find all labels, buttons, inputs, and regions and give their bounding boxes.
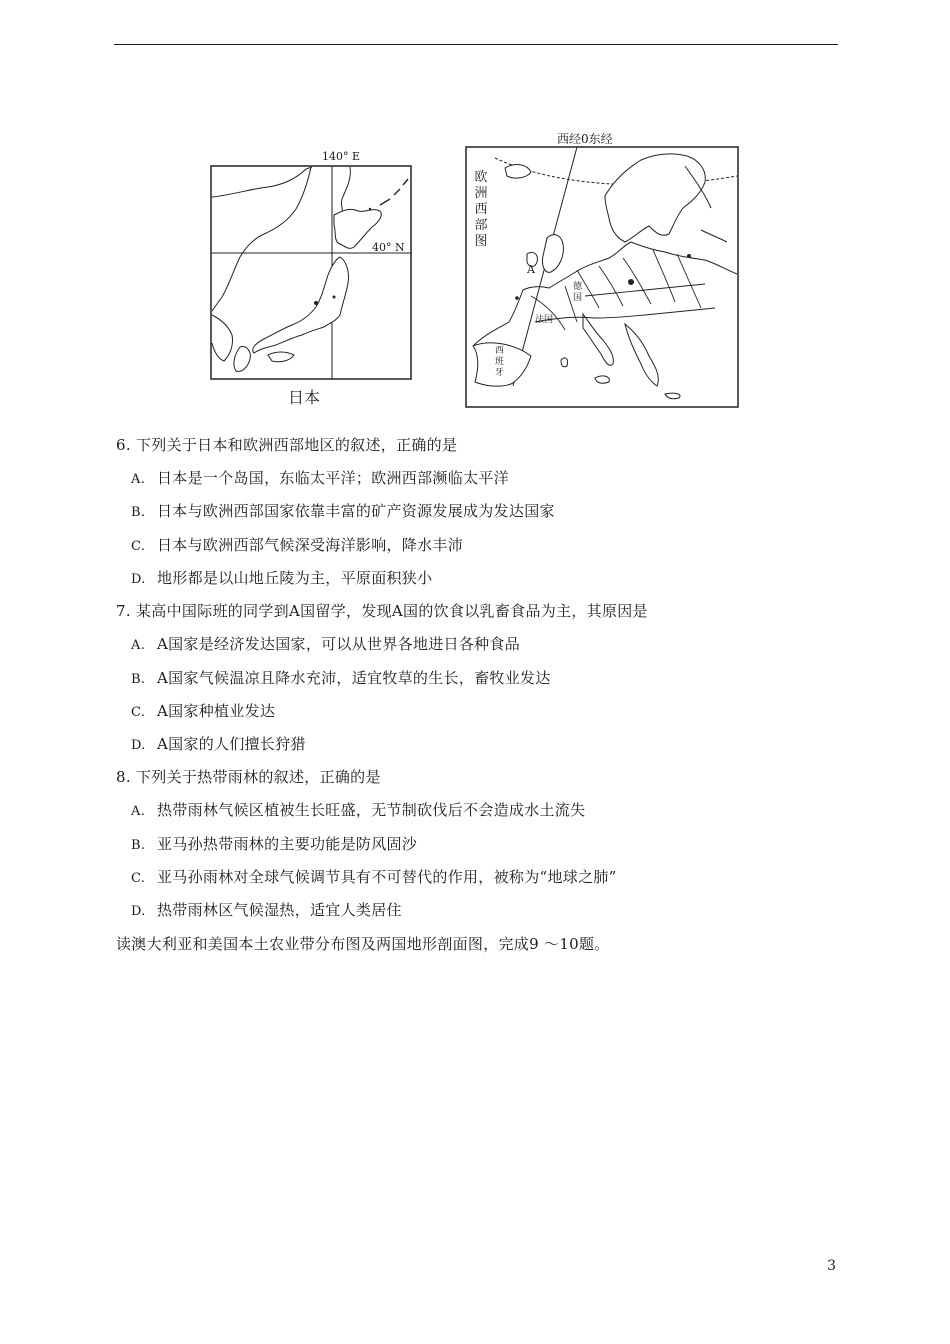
- option-key: A.: [131, 638, 146, 653]
- option-text: 热带雨林区气候湿热，适宜人类居住: [157, 901, 402, 919]
- option-key: D.: [131, 572, 146, 587]
- question-7-option-c: [131, 700, 275, 721]
- japan-map: [210, 150, 412, 407]
- header-rule: [114, 44, 838, 45]
- question-8-option-a: [131, 799, 585, 820]
- option-text: 日本是一个岛国，东临太平洋；欧洲西部濒临太平洋: [157, 469, 509, 487]
- side-title-char: 洲: [474, 186, 488, 201]
- question-7-option-a: [131, 633, 520, 654]
- question-6-option-b: [131, 500, 555, 521]
- question-8-option-b: [131, 833, 417, 854]
- option-text: 日本与欧洲西部国家依靠丰富的矿产资源发展成为发达国家: [157, 502, 555, 520]
- option-key: C.: [131, 539, 146, 554]
- germany-char: 国: [573, 293, 583, 303]
- question-8-option-d: [131, 899, 402, 920]
- option-key: D.: [131, 904, 146, 919]
- question-6-option-d: [131, 567, 432, 588]
- side-title-char: 西: [474, 202, 488, 217]
- option-key: B.: [131, 672, 146, 687]
- question-6-option-a: [131, 467, 509, 488]
- spain-char: 西: [495, 346, 505, 356]
- option-text: A国家的人们擅长狩猎: [157, 735, 306, 753]
- france-label: 法国: [535, 315, 554, 325]
- page-number: 3: [827, 1258, 836, 1274]
- spain-label: [495, 346, 504, 379]
- option-key: C.: [131, 871, 146, 886]
- germany-label: [573, 282, 582, 304]
- meridian-label: 西经0东经: [557, 132, 613, 146]
- option-key: D.: [131, 738, 146, 753]
- option-key: B.: [131, 505, 146, 520]
- option-text: 热带雨林气候区植被生长旺盛，无节制砍伐后不会造成水土流失: [157, 801, 586, 819]
- question-7-stem: 7. 某高中国际班的同学到A国留学，发现A国的饮食以乳畜食品为主，其原因是: [116, 602, 648, 620]
- side-title-char: 部: [474, 218, 488, 233]
- side-title-char: 图: [474, 234, 488, 249]
- question-6-stem: 6. 下列关于日本和欧洲西部地区的叙述，正确的是: [116, 436, 458, 454]
- lat-label: 40° N: [372, 241, 405, 254]
- side-title-char: 欧: [474, 170, 488, 185]
- spain-char: 牙: [495, 368, 505, 378]
- germany-char: 德: [573, 282, 583, 292]
- lon-label: 140° E: [322, 150, 361, 163]
- question-6-option-c: [131, 534, 463, 555]
- option-key: A.: [131, 804, 146, 819]
- europe-side-title: [473, 170, 489, 250]
- option-key: B.: [131, 838, 146, 853]
- question-8-option-c: [131, 866, 617, 887]
- option-text: 地形都是以山地丘陵为主，平原面积狭小: [157, 569, 433, 587]
- question-8-stem: 8. 下列关于热带雨林的叙述，正确的是: [116, 768, 381, 786]
- instruction-text: 读澳大利亚和美国本土农业带分布图及两国地形剖面图，完成9 ～10题。: [116, 935, 610, 953]
- japan-caption: 日本: [288, 388, 321, 407]
- question-7-option-d: [131, 733, 306, 754]
- option-text: A国家是经济发达国家，可以从世界各地进日各种食品: [157, 635, 521, 653]
- europe-map: [465, 132, 739, 408]
- option-key: A.: [131, 472, 146, 487]
- marker-a: A: [527, 263, 535, 276]
- option-text: 亚马孙雨林对全球气候调节具有不可替代的作用，被称为“地球之肺”: [157, 868, 617, 886]
- option-text: 日本与欧洲西部气候深受海洋影响，降水丰沛: [157, 536, 464, 554]
- option-key: C.: [131, 705, 146, 720]
- question-7-option-b: [131, 667, 551, 688]
- option-text: 亚马孙热带雨林的主要功能是防风固沙: [157, 835, 418, 853]
- spain-char: 班: [495, 357, 505, 367]
- option-text: A国家气候温凉且降水充沛，适宜牧草的生长，畜牧业发达: [157, 669, 551, 687]
- option-text: A国家种植业发达: [157, 702, 276, 720]
